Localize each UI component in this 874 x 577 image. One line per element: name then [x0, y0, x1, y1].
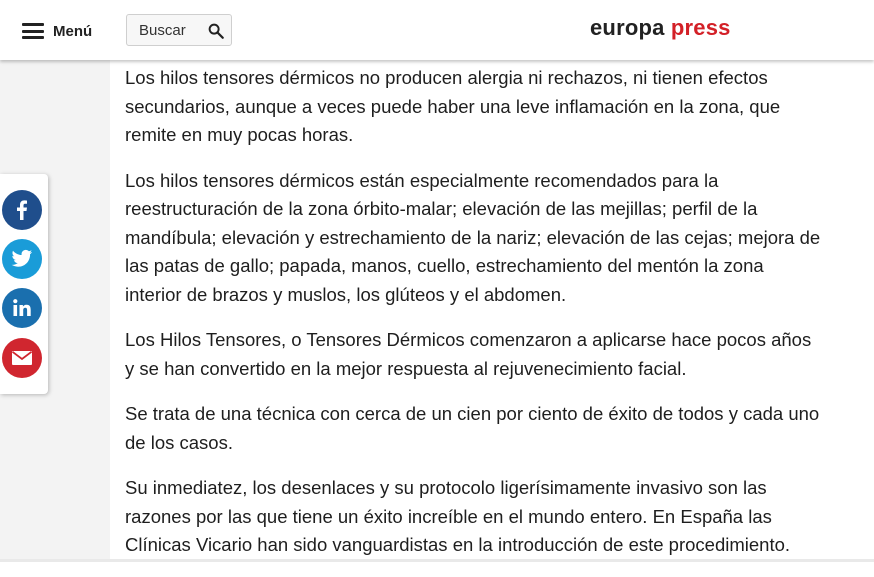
twitter-icon	[11, 249, 33, 269]
mail-icon	[11, 350, 33, 366]
article-paragraph: Los hilos tensores dérmicos no producen alergia ni rechazos, ni tienen efectos secundarios, aunque a veces puede haber una leve inflamación en la zona, que remite en muy pocas horas.	[125, 67, 781, 145]
article-paragraph: Los hilos tensores dérmicos están especialmente recomendados para la reestructuración de la zona órbito-malar; elevación de las mejillas; perfil de la mandíbula; elevación y estrechamiento de la nariz; elevación de las cejas; mejora de las patas de gallo; papada, manos, cuello, estrechamiento del mentón la zona interior de brazos y muslos, los glúteos y el abdomen.	[125, 169, 821, 305]
menu-label: Menú	[53, 22, 93, 40]
linkedin-icon	[12, 298, 32, 318]
share-twitter-button[interactable]	[2, 239, 42, 279]
right-gutter	[846, 60, 874, 562]
share-linkedin-button[interactable]	[2, 288, 42, 328]
search-icon[interactable]	[207, 22, 225, 40]
share-email-button[interactable]	[2, 338, 42, 378]
article-paragraph: Los Hilos Tensores, o Tensores Dérmicos comenzaron a aplicarse hace pocos años y se han convertido en la mejor respuesta al rejuvenecimiento facial.	[125, 329, 812, 379]
facebook-icon	[12, 199, 32, 221]
article-paragraph: Se trata de una técnica con cerca de un cien por ciento de éxito de todos y cada uno de los casos.	[125, 403, 820, 453]
site-header	[0, 0, 874, 60]
logo-word-press: press	[670, 15, 731, 40]
share-facebook-button[interactable]	[2, 190, 42, 230]
menu-button[interactable]	[22, 19, 92, 43]
logo-word-europa: europa	[590, 15, 665, 40]
article-paragraph: Su inmediatez, los desenlaces y su protocolo ligerísimamente invasivo son las razones por las que tiene un éxito increíble en el mundo entero. En España las Clínicas Vicario han sido vanguardistas en la introducción de este procedimiento.	[125, 477, 791, 555]
search-input[interactable]	[139, 22, 205, 39]
search-box[interactable]	[126, 14, 232, 46]
share-bar	[0, 174, 48, 394]
article-body	[125, 64, 825, 577]
europa-press-logo[interactable]	[590, 15, 731, 41]
hamburger-icon	[22, 23, 44, 39]
